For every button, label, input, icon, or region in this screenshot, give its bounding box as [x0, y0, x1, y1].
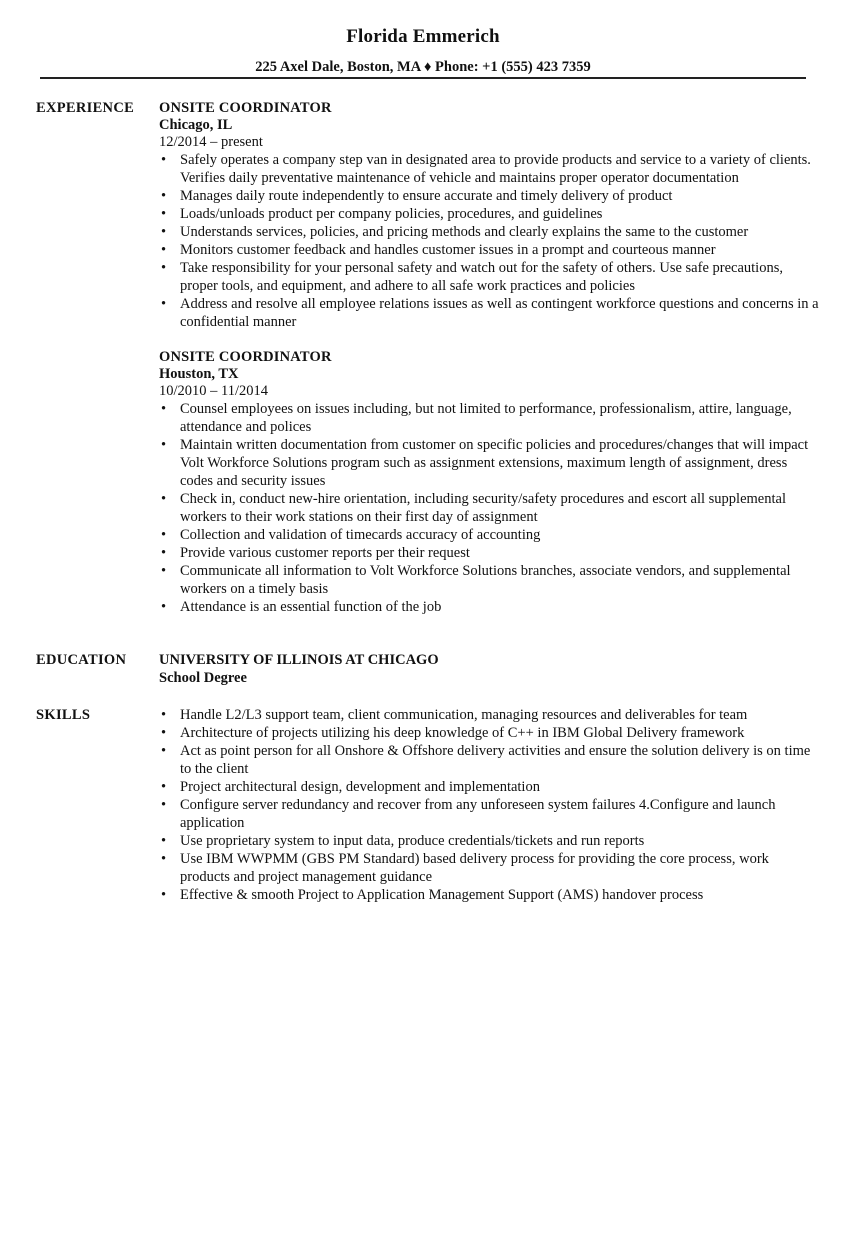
bullet-icon: • — [161, 887, 167, 903]
list-item-text: Handle L2/L3 support team, client communication, managing resources and deliverables for team — [180, 707, 748, 723]
list-item-text: Check in, conduct new-hire orientation, including security/safety procedures and escort all supplemental workers to their work stations on their first day of assignment — [180, 491, 786, 525]
bullet-icon: • — [161, 224, 167, 240]
bullet-icon: • — [161, 779, 167, 795]
list-item-text: Configure server redundancy and recover from any unforeseen system failures 4.Configure and launch application — [180, 797, 776, 831]
list-item — [159, 436, 819, 490]
list-item-text: Manages daily route independently to ensure accurate and timely delivery of product — [180, 188, 673, 204]
job-location: Chicago, IL — [159, 117, 233, 133]
list-item — [159, 778, 819, 796]
candidate-name: Florida Emmerich — [346, 26, 500, 47]
list-item-text: Take responsibility for your personal safety and watch out for the safety of others. Use safe precautions, proper tools, and equipment, and adhere to all safe work practices and policies — [180, 260, 783, 294]
list-item — [159, 223, 819, 241]
list-item — [159, 490, 819, 526]
bullet-icon: • — [161, 725, 167, 741]
job-dates: 10/2010 – 11/2014 — [159, 383, 269, 399]
list-item-text: Use proprietary system to input data, produce credentials/tickets and run reports — [180, 833, 645, 849]
list-item — [159, 151, 819, 187]
bullet-icon: • — [161, 707, 167, 723]
list-item-text: Counsel employees on issues including, but not limited to performance, professionalism, attire, language, attendance and polices — [180, 401, 792, 435]
list-item — [159, 886, 819, 904]
job-dates: 12/2014 – present — [159, 134, 263, 150]
list-item — [159, 526, 819, 544]
list-item — [159, 598, 819, 616]
bullet-icon: • — [161, 242, 167, 258]
list-item-text: Safely operates a company step van in designated area to provide products and service to a variety of clients. Verifies daily preventative maintenance of vehicle and maintains proper operator documentation — [180, 152, 811, 186]
section-label-experience: EXPERIENCE — [36, 100, 135, 116]
list-item — [159, 724, 819, 742]
skills-list — [159, 706, 819, 904]
bullet-icon: • — [161, 851, 167, 867]
list-item-text: Attendance is an essential function of the job — [180, 599, 442, 615]
list-item-text: Project architectural design, development and implementation — [180, 779, 540, 795]
list-item — [159, 850, 819, 886]
list-item-text: Collection and validation of timecards accuracy of accounting — [180, 527, 541, 543]
experience-body — [159, 99, 819, 633]
job-bullet-list — [159, 151, 819, 331]
bullet-icon: • — [161, 833, 167, 849]
school-name: UNIVERSITY OF ILLINOIS AT CHICAGO — [159, 652, 439, 668]
list-item-text: Architecture of projects utilizing his deep knowledge of C++ in IBM Global Delivery framework — [180, 725, 745, 741]
header-divider — [40, 77, 806, 79]
list-item-text: Address and resolve all employee relations issues as well as contingent workforce questions and concerns in a confidential manner — [180, 296, 819, 330]
bullet-icon: • — [161, 599, 167, 615]
list-item — [159, 742, 819, 778]
list-item — [159, 400, 819, 436]
list-item-text: Communicate all information to Volt Workforce Solutions branches, associate vendors, and supplemental workers on a timely basis — [180, 563, 791, 597]
list-item-text: Use IBM WWPMM (GBS PM Standard) based delivery process for providing the core process, work products and project management guidance — [180, 851, 769, 885]
bullet-icon: • — [161, 527, 167, 543]
skills-body — [159, 706, 819, 904]
job-title: ONSITE COORDINATOR — [159, 100, 332, 116]
list-item — [159, 544, 819, 562]
bullet-icon: • — [161, 188, 167, 204]
contact-line: 225 Axel Dale, Boston, MA ♦ Phone: +1 (555) 423 7359 — [255, 59, 591, 75]
list-item — [159, 187, 819, 205]
bullet-icon: • — [161, 491, 167, 507]
list-item — [159, 562, 819, 598]
bullet-icon: • — [161, 401, 167, 417]
list-item-text: Provide various customer reports per their request — [180, 545, 470, 561]
degree: School Degree — [159, 670, 247, 686]
job-title: ONSITE COORDINATOR — [159, 349, 332, 365]
bullet-icon: • — [161, 797, 167, 813]
education-body — [159, 651, 819, 687]
bullet-icon: • — [161, 296, 167, 312]
job-bullet-list — [159, 400, 819, 616]
list-item — [159, 259, 819, 295]
bullet-icon: • — [161, 260, 167, 276]
list-item-text: Act as point person for all Onshore & Offshore delivery activities and ensure the solution delivery is on time to the client — [180, 743, 811, 777]
bullet-icon: • — [161, 152, 167, 168]
list-item-text: Effective & smooth Project to Application Management Support (AMS) handover process — [180, 887, 704, 903]
list-item-text: Maintain written documentation from customer on specific policies and procedures/changes that will impact Volt Workforce Solutions program such as assignment extensions, maximum length of assignment, dress codes and security issues — [180, 437, 809, 489]
list-item — [159, 241, 819, 259]
job-entry — [159, 99, 819, 331]
job-location: Houston, TX — [159, 366, 239, 382]
list-item — [159, 295, 819, 331]
bullet-icon: • — [161, 437, 167, 453]
list-item — [159, 832, 819, 850]
bullet-icon: • — [161, 743, 167, 759]
section-label-skills: SKILLS — [36, 707, 91, 723]
job-entry — [159, 348, 819, 616]
list-item-text: Understands services, policies, and pricing methods and clearly explains the same to the customer — [180, 224, 749, 240]
bullet-icon: • — [161, 563, 167, 579]
list-item-text: Loads/unloads product per company policies, procedures, and guidelines — [180, 206, 603, 222]
list-item-text: Monitors customer feedback and handles customer issues in a prompt and courteous manner — [180, 242, 716, 258]
bullet-icon: • — [161, 206, 167, 222]
section-label-education: EDUCATION — [36, 652, 127, 668]
list-item — [159, 205, 819, 223]
list-item — [159, 706, 819, 724]
list-item — [159, 796, 819, 832]
bullet-icon: • — [161, 545, 167, 561]
